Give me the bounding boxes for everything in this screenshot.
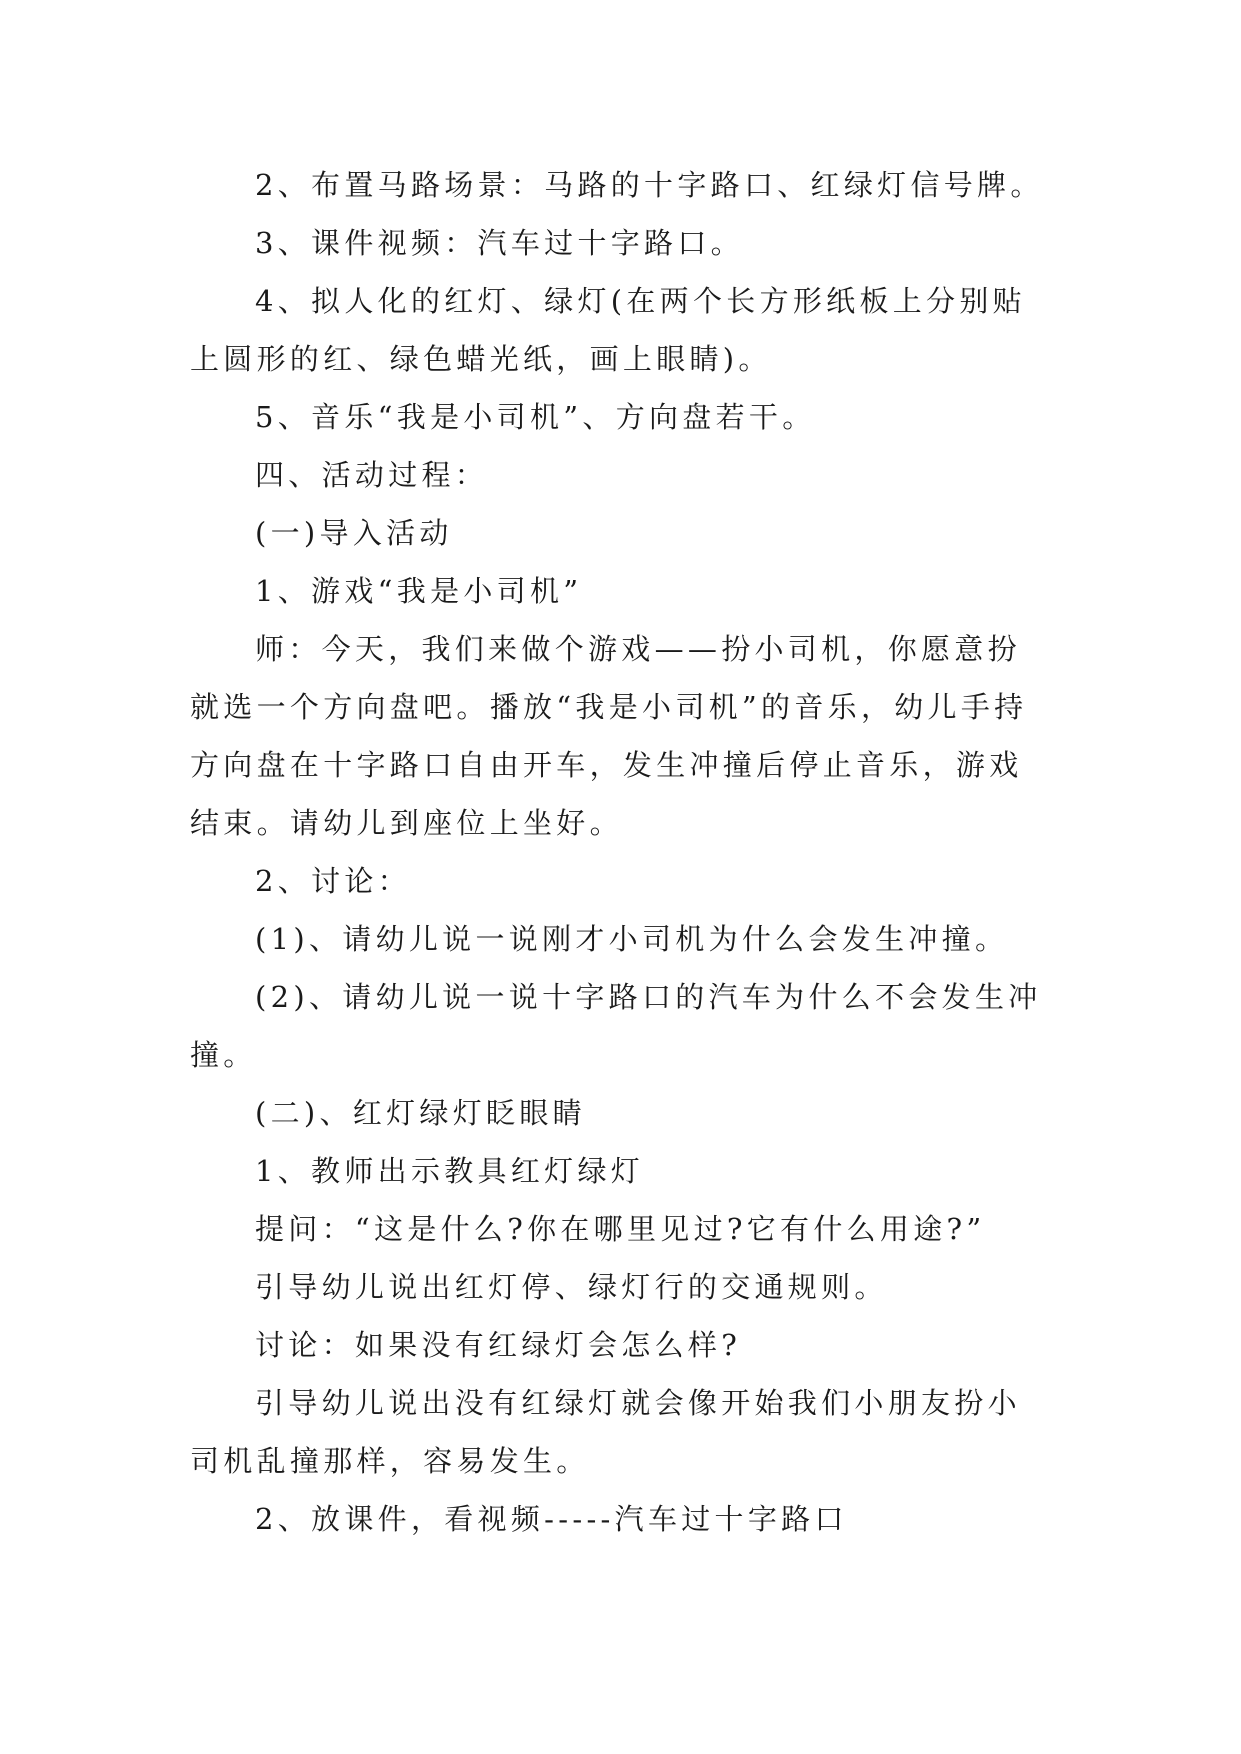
section-heading-activity-process: 四、活动过程： (255, 458, 489, 492)
paragraph-question: 提问：“这是什么?你在哪里见过?它有什么用途?” (255, 1212, 986, 1246)
paragraph-materials-2: 2、布置马路场景：马路的十字路口、红绿灯信号牌。 (255, 168, 1044, 202)
paragraph-materials-3: 3、课件视频：汽车过十字路口。 (255, 226, 744, 260)
subheading-traffic-lights: (二)、红灯绿灯眨眼睛 (255, 1096, 586, 1130)
paragraph-discussion-no-lights: 讨论：如果没有红绿灯会怎么样? (255, 1328, 742, 1362)
paragraph-materials-4: 4、拟人化的红灯、绿灯(在两个长方形纸板上分别贴上圆形的红、绿色蜡光纸，画上眼睛)。 (190, 284, 1026, 376)
paragraph-teacher-instructions: 师：今天，我们来做个游戏——扮小司机，你愿意扮就选一个方向盘吧。播放“我是小司机”的音乐，幼儿手持方向盘在十字路口自由开车，发生冲撞后停止音乐，游戏结束。请幼儿到座位上坐好。 (190, 632, 1028, 840)
paragraph-teacher-shows-lights: 1、教师出示教具红灯绿灯 (255, 1154, 645, 1188)
paragraph-guide-children: 引导幼儿说出没有红绿灯就会像开始我们小朋友扮小司机乱撞那样，容易发生。 (190, 1386, 1021, 1478)
paragraph-discussion: 2、讨论： (255, 864, 411, 898)
paragraph-play-video: 2、放课件，看视频-----汽车过十字路口 (255, 1502, 848, 1536)
paragraph-discussion-1: (1)、请幼儿说一说刚才小司机为什么会发生冲撞。 (255, 922, 1009, 956)
subheading-intro-activity: (一)导入活动 (255, 516, 453, 550)
paragraph-game: 1、游戏“我是小司机” (255, 574, 583, 608)
paragraph-discussion-2: (2)、请幼儿说一说十字路口的汽车为什么不会发生冲撞。 (190, 980, 1042, 1072)
paragraph-traffic-rule: 引导幼儿说出红灯停、绿灯行的交通规则。 (255, 1270, 888, 1304)
paragraph-materials-5: 5、音乐“我是小司机”、方向盘若干。 (255, 400, 816, 434)
